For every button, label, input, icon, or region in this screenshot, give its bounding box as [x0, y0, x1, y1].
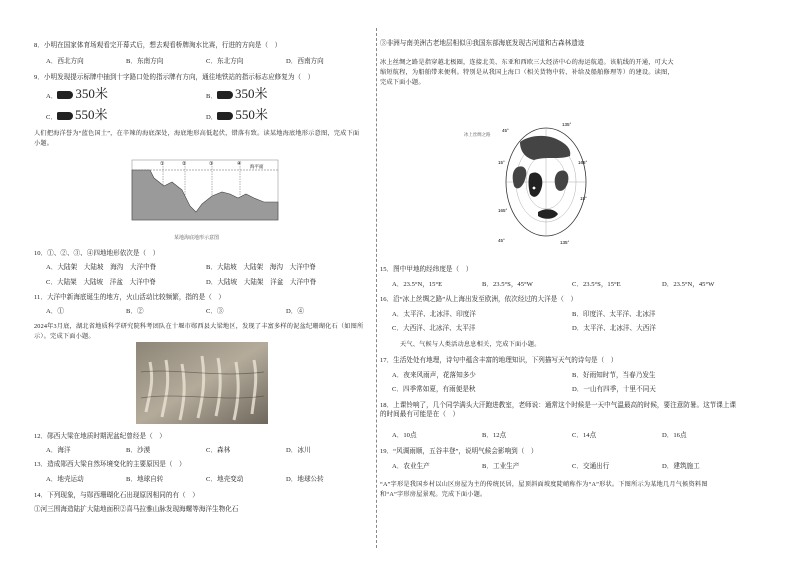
q18-option-a[interactable]: A．10点 — [392, 432, 417, 439]
fig-label-1: ① — [160, 161, 165, 167]
intro-a-frame-house: “A”字形是我国乡村以山区房屋为主的传统民居，屋顶斜面坡度陡峭称作为“A”形状。下图所示为某地几月气候资料图和“A”字形房屋景观。完成下面小题。 — [380, 481, 708, 498]
q13-option-b[interactable]: B．地球自转 — [126, 476, 164, 483]
q9-option-c[interactable]: C． 550米 — [46, 107, 108, 122]
hand-pointer-icon — [217, 112, 233, 120]
q14-statements-cont: ③非洲与南美洲古老地层相似④我国东部海底发现古河道和古森林遗迹 — [380, 40, 585, 47]
map-route-label: 冰上丝绸之路 — [464, 132, 491, 137]
q15-option-b[interactable]: B．23.5°S，45°W — [482, 281, 533, 288]
q9-option-d[interactable]: D． 550米 — [206, 107, 268, 122]
q12-option-a[interactable]: A．海洋 — [46, 447, 71, 454]
q10-option-b[interactable]: B．大陆坡 大陆架 海沟 大洋中脊 — [206, 264, 316, 271]
question-9: 9．小明发现提示标牌中抽到十字路口处的指示牌有方向，通往地铁站的指示标志应修复为（ ） — [34, 74, 315, 81]
fig-label-4: ④ — [237, 161, 242, 167]
question-8: 8．小明在国家体育场观看完开幕式后，想去观看桥牌淘水比赛，行进的方向是（ ） — [34, 42, 282, 49]
q17-option-a[interactable]: A．夜来风雨声，花落知多少 — [392, 372, 476, 379]
q19-option-a[interactable]: A．农业生产 — [392, 463, 430, 470]
q12-option-c[interactable]: C．森林 — [206, 447, 231, 454]
question-13: 13．造成郧西大梁自然环境变化的主要原因是（ ） — [34, 461, 186, 468]
question-14: 14．下列现象，与郧西珊瑚化石出现原因相同的有（ ） — [34, 492, 199, 499]
question-11: 11．大洋中新海底诞生的地方，火山活动比较频繁，指的是（ ） — [34, 294, 225, 301]
q13-option-c[interactable]: C．地壳变动 — [206, 476, 244, 483]
map-label-165b: 165° — [498, 208, 508, 213]
hand-pointer-icon — [57, 112, 73, 120]
q10-option-d[interactable]: D．大陆坡 大陆架 洋盆 大洋中脊 — [206, 279, 317, 286]
q17-option-d[interactable]: D．一山有四季，十里不同天 — [572, 386, 656, 393]
question-12: 12．郧西大梁在地质时期泥盆纪曾经是（ ） — [34, 433, 166, 440]
question-10: 10．①、②、③、④四地地形依次是（ ） — [34, 250, 160, 257]
q16-option-a[interactable]: A．太平洋、北冰洋、印度洋 — [392, 311, 476, 318]
question-18: 18．上课铃响了，几个同学满头大汗跑进教室，老师说：通常这个时候是一天中气温最高的时候，要注意防暑。这节课上课的时间最有可能是在（ ） — [380, 402, 737, 418]
map-label-165: 165° — [578, 160, 588, 165]
column-divider — [376, 28, 377, 548]
q17-option-c[interactable]: C．四季常如夏，有雨便是秋 — [392, 386, 476, 393]
fig1-caption: 某地海底地形示意图 — [174, 236, 220, 241]
q16-option-c[interactable]: C．大西洋、北冰洋、太平洋 — [392, 325, 476, 332]
question-16: 16．沿“冰上丝绸之路”从上海出发至欧洲，依次经过的大洋是（ ） — [380, 296, 578, 303]
q8-option-d[interactable]: D．西南方向 — [286, 58, 324, 65]
coral-fossil-photo — [136, 342, 268, 424]
question-15: 15．图中甲地的经纬度是（ ） — [380, 266, 473, 273]
hand-pointer-icon — [57, 91, 73, 99]
question-17: 17．生活处处有地理，诗句中蕴含丰富的地理知识，下列描写天气的诗句是（ ） — [380, 357, 618, 364]
q14-statements: ①河三围海造陆扩大陆地面积②喜马拉雅山脉发现海螺等海洋生物化石 — [34, 506, 239, 513]
q8-option-c[interactable]: C．东北方向 — [206, 58, 244, 65]
q16-option-d[interactable]: D．太平洋、北冰洋、大西洋 — [572, 325, 656, 332]
q10-option-a[interactable]: A．大陆架 大陆坡 海沟 大洋中脊 — [46, 264, 157, 271]
q19-option-c[interactable]: C．交通出行 — [572, 463, 610, 470]
seafloor-profile-figure — [130, 156, 280, 234]
q19-option-d[interactable]: D．建筑施工 — [662, 463, 700, 470]
intro-seafloor: 人们把海洋誉为“蓝色国土”，在辛辣的海底深处，海底地形高低起伏，错落有致。读某地海底地形示意图，完成下面小题。 — [34, 130, 360, 147]
q8-option-b[interactable]: B．东南方向 — [126, 58, 164, 65]
q16-option-b[interactable]: B．印度洋、太平洋、北冰洋 — [572, 311, 656, 318]
map-label-135: 135° — [562, 122, 572, 127]
map-label-45b: 45° — [498, 238, 505, 243]
q17-option-b[interactable]: B．好雨知时节，当春乃发生 — [572, 372, 656, 379]
q19-option-b[interactable]: B．工业生产 — [482, 463, 520, 470]
q9-option-b[interactable]: B． 350米 — [206, 86, 268, 101]
q11-option-b[interactable]: B．② — [126, 308, 144, 315]
q11-option-a[interactable]: A．① — [46, 308, 64, 315]
q13-option-d[interactable]: D．地球公转 — [286, 476, 324, 483]
fig-label-3: ③ — [209, 161, 214, 167]
q11-option-d[interactable]: D．④ — [286, 308, 304, 315]
hand-pointer-icon — [217, 91, 233, 99]
question-19: 19．“风调雨顺，五谷丰登”，说明气候会影响到（ ） — [380, 448, 538, 455]
q8-option-a[interactable]: A．西北方向 — [46, 58, 84, 65]
q12-option-d[interactable]: D．冰川 — [286, 447, 311, 454]
sea-level-label: 海平面 — [250, 164, 264, 169]
q18-option-b[interactable]: B．12点 — [482, 432, 507, 439]
map-label-15b: 15° — [580, 196, 587, 201]
polar-map-figure — [498, 116, 594, 248]
map-label-45: 45° — [502, 128, 509, 133]
map-label-15: 15° — [498, 160, 505, 165]
q18-option-c[interactable]: C．14点 — [572, 432, 597, 439]
q10-option-c[interactable]: C．大陆架 大陆坡 洋盆 大洋中脊 — [46, 279, 156, 286]
q15-option-d[interactable]: D．23.5°N，45°W — [662, 281, 715, 288]
q15-option-a[interactable]: A．23.5°N，15°E — [392, 281, 443, 288]
intro-coral-fossil: 2024年3月底，湖北省地质科学研究院科考团队在十堰市郧西县大梁地区，发现了丰富多样的泥盆纪珊瑚化石（如图所示）。完成下面小题。 — [34, 323, 364, 340]
intro-ice-silk-road: 冰上丝绸之路是指穿越北极圈，连接北美、东亚和西欧三大经济中心的海运航道。该航线的开通，可大大缩短航程，为船舶带来便利。特别是从我国上海口（相关货物中转、补给及船舶修理等）的建设。读图，完成下面小题。 — [380, 59, 674, 86]
map-label-135b: 135° — [560, 240, 570, 245]
q11-option-c[interactable]: C．③ — [206, 308, 224, 315]
intro-weather: 天气、气候与人类活动息息相关，完成下面小题。 — [400, 341, 541, 348]
q15-option-c[interactable]: C．23.5°S，15°E — [572, 281, 621, 288]
q13-option-a[interactable]: A．地壳运动 — [46, 476, 84, 483]
q18-option-d[interactable]: D．16点 — [662, 432, 687, 439]
q12-option-b[interactable]: B．沙漠 — [126, 447, 151, 454]
q9-option-a[interactable]: A． 350米 — [46, 86, 108, 101]
fig-label-2: ② — [182, 161, 187, 167]
